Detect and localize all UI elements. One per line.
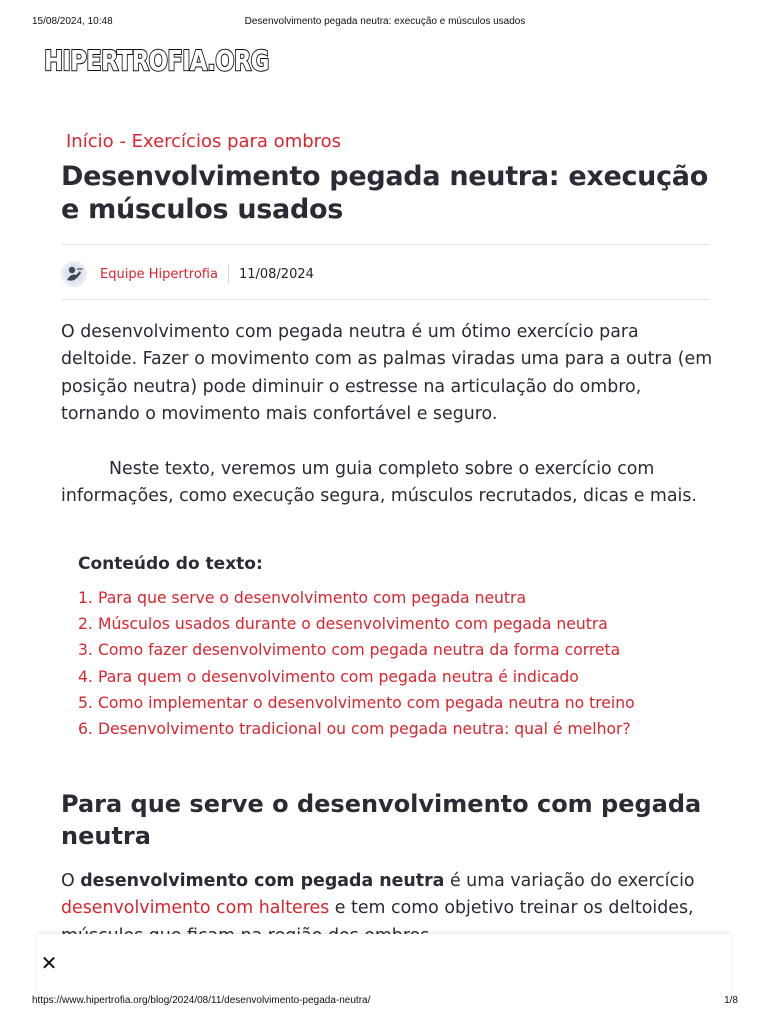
toc-item-number: 3. [78, 641, 93, 660]
breadcrumb-separator: - [119, 131, 126, 152]
close-icon[interactable]: ✕ [40, 951, 58, 975]
intro-paragraph-1: O desenvolvimento com pegada neutra é um ótimo exercício para deltoide. Fazer o movimento com as palmas viradas uma para a outra (em posição neutra) pode diminuir o estresse na articulação do ombro, tornando o movimento mais confortável e seguro. [61, 322, 713, 424]
section-heading: Para que serve o desenvolvimento com pegada neutra [61, 790, 702, 850]
toc-item-number: 6. [78, 719, 93, 738]
print-url: https://www.hipertrofia.org/blog/2024/08/11/desenvolvimento-pegada-neutra/ [32, 995, 371, 1006]
toc-item-6[interactable] [78, 717, 635, 743]
dumbbell-press-link[interactable]: desenvolvimento com halteres [61, 898, 330, 919]
article-meta [61, 259, 314, 289]
page-title: Desenvolvimento pegada neutra: execução e músculos usados [61, 161, 708, 225]
section-text: e tem como objetivo treinar os deltoides, [334, 898, 694, 919]
toc-item-1[interactable] [78, 586, 635, 612]
print-datetime: 15/08/2024, 10:48 [32, 16, 113, 27]
print-footer [32, 995, 738, 1009]
section-text: é uma variação do exercício [444, 871, 695, 891]
breadcrumb-category-link[interactable]: Exercícios para ombros [131, 131, 342, 152]
toc-item-2[interactable] [78, 612, 635, 638]
toc-item-number: 5. [78, 693, 93, 712]
print-page-number: 1/8 [724, 995, 738, 1006]
meta-divider-top [61, 244, 709, 245]
toc-item-label: Para que serve o desenvolvimento com pegada neutra [98, 589, 527, 607]
toc-item-label: Para quem o desenvolvimento com pegada neutra é indicado [98, 667, 579, 686]
publish-date: 11/08/2024 [238, 266, 314, 282]
breadcrumb-home-link[interactable]: Início [66, 131, 114, 152]
toc-item-4[interactable] [78, 665, 635, 691]
section-text: O [61, 871, 81, 891]
intro-paragraph-2: Neste texto, veremos um guia completo sobre o exercício com informações, como execução segura, músculos recrutados, dicas e mais. [61, 459, 697, 507]
print-header [32, 16, 738, 32]
sticky-ad-bar [37, 934, 731, 994]
author-avatar-icon[interactable] [61, 261, 87, 287]
print-doc-title: Desenvolvimento pegada neutra: execução e músculos usados [244, 16, 526, 27]
toc-item-3[interactable] [78, 638, 635, 664]
toc-item-label: Como implementar o desenvolvimento com pegada neutra no treino [98, 693, 635, 712]
toc-list [78, 586, 635, 743]
meta-separator [228, 264, 229, 284]
meta-divider-bottom [61, 299, 709, 300]
author-link[interactable]: Equipe Hipertrofia [100, 266, 218, 282]
section-bold-text: desenvolvimento com pegada neutra [80, 871, 445, 891]
site-logo[interactable]: HIPERTROFIA.ORG [44, 44, 269, 77]
toc-item-number: 4. [78, 667, 93, 686]
breadcrumb [66, 131, 341, 152]
toc-item-number: 1. [78, 589, 93, 607]
toc-item-label: Músculos usados durante o desenvolvimento com pegada neutra [98, 615, 608, 634]
toc-item-label: Como fazer desenvolvimento com pegada neutra da forma correta [98, 641, 621, 660]
toc-item-label: Desenvolvimento tradicional ou com pegada neutra: qual é melhor? [98, 719, 631, 738]
toc-item-number: 2. [78, 615, 93, 634]
toc-title: Conteúdo do texto: [78, 554, 263, 574]
toc-item-5[interactable] [78, 691, 635, 717]
